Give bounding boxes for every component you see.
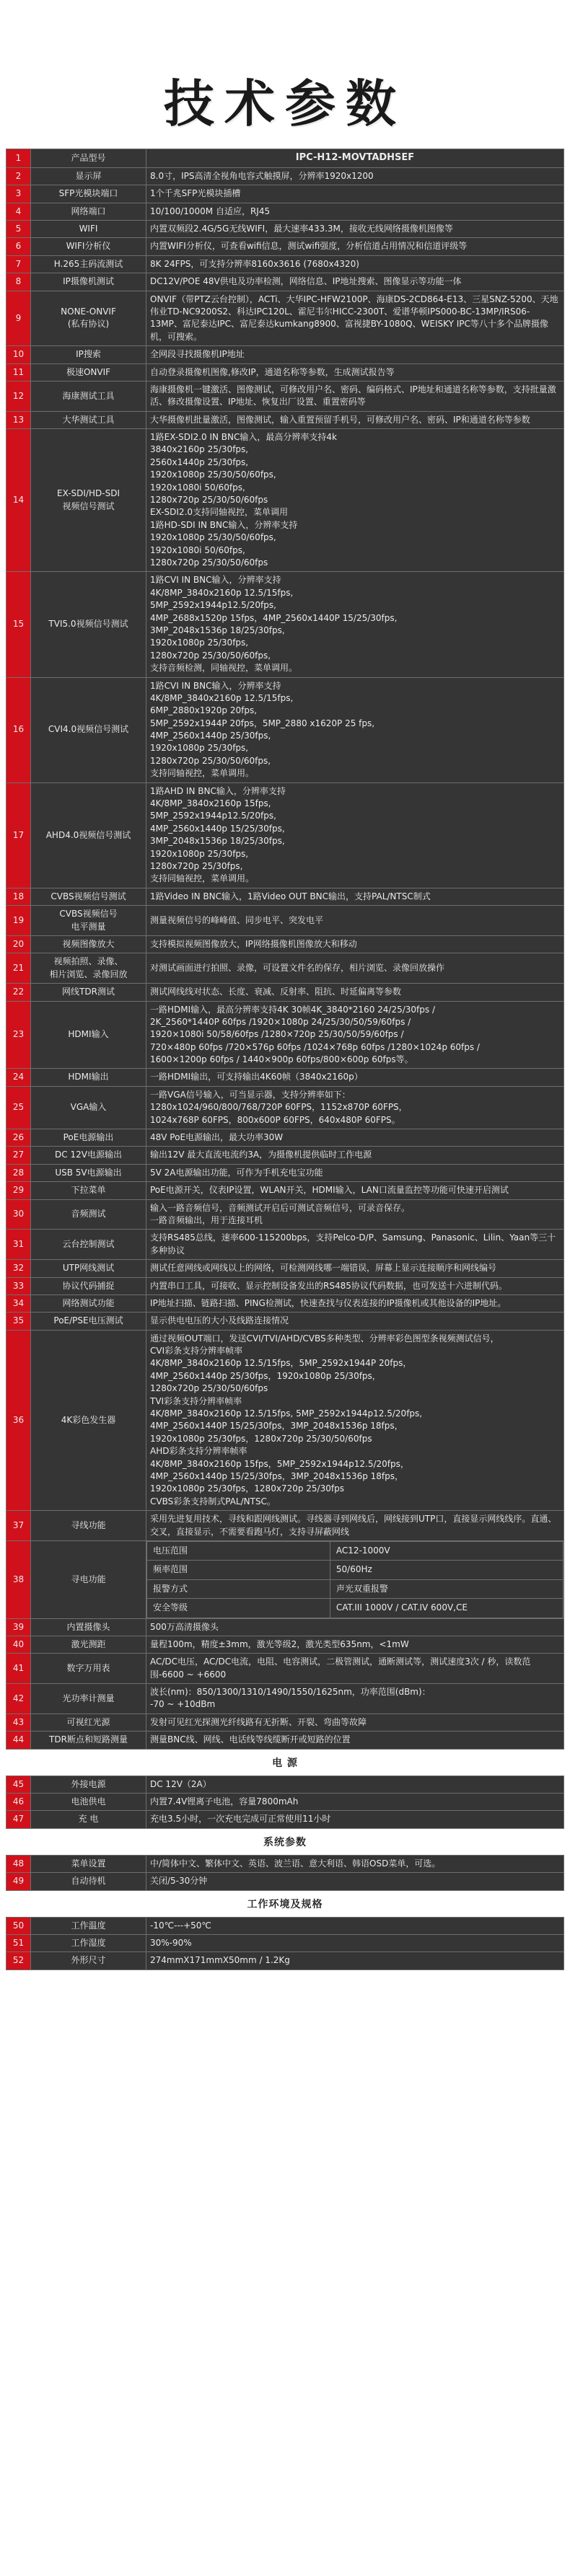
row-value: 发射可见红光探测光纤线路有无折断、开裂、弯曲等故障: [146, 1713, 564, 1731]
sub-row: [147, 1579, 564, 1598]
spec-row: [6, 1182, 564, 1199]
row-value: 48V PoE电源输出，最大功率30W: [146, 1129, 564, 1147]
sub-value: 50/60Hz: [330, 1561, 563, 1579]
row-value: 内置串口工具，可接收、显示控制设备发出的RS485协议代码数据，也可发送十六进制代码。: [146, 1277, 564, 1294]
row-number: 10: [6, 346, 31, 363]
row-label: 菜单设置: [31, 1855, 146, 1872]
spec-row: [6, 203, 564, 220]
row-value: 一路VGA信号输入，可当显示器，支持分辨率如下： 1280x1024/960/800/768/720P 60FPS，1152x870P 60FPS， 1024x768P 60FPS，800x600P 60FPS，640x480P 60FPS。: [146, 1086, 564, 1129]
row-value: 输出12V 最大直流电流约3A，为摄像机提供临时工作电源: [146, 1147, 564, 1164]
row-value: IPC-H12-MOVTADHSEF: [146, 149, 564, 168]
row-number: 9: [6, 291, 31, 346]
row-number: 49: [6, 1873, 31, 1890]
row-label: IP摄像机测试: [31, 273, 146, 291]
row-number: 13: [6, 411, 31, 428]
spec-row: [6, 1713, 564, 1731]
row-value: 1个千兆SFP光模块插槽: [146, 185, 564, 203]
row-number: 39: [6, 1618, 31, 1636]
spec-row: [6, 1934, 564, 1951]
voltage-detector-specs: [146, 1541, 564, 1618]
row-value: DC 12V（2A）: [146, 1776, 564, 1793]
sub-value: 声光双重报警: [330, 1579, 563, 1598]
row-value: 1路EX-SDI2.0 IN BNC输入，最高分辨率支持4k 3840x2160p 25/30fps, 2560x1440p 25/30fps, 1920x1080p 25/30/50/60fps, 1920x1080i 50/60fps, 1280x720p 25/30/50/60fps EX-SDI2.0支持同轴视控，菜单调用 1路HD-SDI IN BNC输入，分辨率支持 1920x1080p 25/30/50/60fps, 1920x1080i 50/60fps, 1280x720p 25/30/50/60fps: [146, 429, 564, 572]
row-number: 6: [6, 238, 31, 255]
spec-row: [6, 1917, 564, 1934]
row-label: CVI4.0视频信号测试: [31, 677, 146, 782]
spec-table-main: [6, 149, 564, 1750]
row-value: DC12V/POE 48V供电及功率检测，网络信息、IP地址搜索、图像显示等功能一体: [146, 273, 564, 291]
row-label: 视频图像放大: [31, 935, 146, 953]
row-number: 48: [6, 1855, 31, 1872]
row-label: 大华测试工具: [31, 411, 146, 428]
row-number: 47: [6, 1811, 31, 1828]
row-value: 8.0寸，IPS高清全视角电容式触摸屏，分辨率1920x1200: [146, 167, 564, 185]
spec-row: [6, 381, 564, 411]
spec-row: [6, 221, 564, 238]
row-number: 4: [6, 203, 31, 220]
row-label: 产品型号: [31, 149, 146, 168]
row-value: 通过视频OUT端口，发送CVI/TVI/AHD/CVBS多种类型、分辨率彩色图型条视频测试信号， CVI彩条支持分辨率帧率 4K/8MP_3840x2160p 12.5/15fps，5MP_2592x1944P 20fps， 4MP_2560x1440p 25/30fps，1920x1080p 25/30fps， 1280x720p 25/30/50/60fps TVI彩条支持分辨率帧率 4K/8MP_3840x2160p 12.5/15fps, 5MP_2592x1944p12.5/20fps, 4MP_2560x1440P 15/25/30fps，3MP_2048x1536p 18fps， 1920x1080p 25/30fps，1280x720p 25/30/50/60fps AHD彩条支持分辨率帧率 4K/8MP_3840x2160p 15fps，5MP_2592x1944p12.5/20fps， 4MP_2560x1440p 15/25/30fps，3MP_2048x1536p 18fps， 1920x1080p 25/30fps，1280x720p 25/30fps CVBS彩条支持制式PAL/NTSC。: [146, 1330, 564, 1510]
row-label: H.265主码流测试: [31, 255, 146, 273]
row-label: USB 5V电源输出: [31, 1164, 146, 1181]
row-value: 波长(nm)：850/1300/1310/1490/1550/1625nm，功率范围(dBm)： -70 ~ +10dBm: [146, 1684, 564, 1714]
row-label: HDMI输出: [31, 1069, 146, 1086]
spec-row: [6, 1199, 564, 1230]
row-number: 19: [6, 906, 31, 936]
row-number: 50: [6, 1917, 31, 1934]
row-label: 寻电功能: [31, 1540, 146, 1618]
spec-row: [6, 782, 564, 888]
row-value: 测试任意网线或网线以上的网络，可检测网线哪一端错误，屏幕上显示连接顺序和网线编号: [146, 1260, 564, 1277]
spec-row: [6, 1330, 564, 1510]
row-number: 1: [6, 149, 31, 168]
spec-row: [6, 1776, 564, 1793]
spec-row: [6, 1313, 564, 1330]
row-number: 42: [6, 1684, 31, 1714]
row-number: 30: [6, 1199, 31, 1230]
row-value: 测试网线线对状态、长度、衰减、反射率、阻抗、时延偏离等参数: [146, 984, 564, 1001]
row-number: 26: [6, 1129, 31, 1147]
row-label: 海康测试工具: [31, 381, 146, 411]
spec-row: [6, 238, 564, 255]
spec-row: [6, 1511, 564, 1541]
sub-key: 安全等级: [147, 1599, 330, 1618]
spec-row: [6, 953, 564, 984]
row-number: 8: [6, 273, 31, 291]
sub-key: 电压范围: [147, 1541, 330, 1560]
spec-row: [6, 572, 564, 677]
spec-row: [6, 1855, 564, 1872]
spec-row: [6, 677, 564, 782]
spec-row: [6, 1684, 564, 1714]
row-label: PoE电源输出: [31, 1129, 146, 1147]
row-number: 23: [6, 1001, 31, 1069]
row-label: AHD4.0视频信号测试: [31, 782, 146, 888]
sub-row: [147, 1561, 564, 1579]
row-number: 16: [6, 677, 31, 782]
row-value: 对测试画面进行拍照、录像，可设置文件名的保存，相片浏览、录像回放操作: [146, 953, 564, 984]
row-value: 一路HDMI输入，最高分辨率支持4K 30帧4K_3840*2160 24/25/30fps / 2K_2560*1440P 60fps /1920×1080p 24/25/30/50/59/60fps / 1920×1080i 50/58/60fps /1280×720p 25/30/50/59/60fps / 720×480p 60fps /720×576p 60fps /1024×768p 60fps /1280×1024p 60fps / 1600×1200p 60fps / 1440×900p 60fps/800×600p 60fps等。: [146, 1001, 564, 1069]
row-label: CVBS视频信号测试: [31, 888, 146, 905]
row-value: 内置7.4V锂离子电池，容量7800mAh: [146, 1794, 564, 1811]
row-number: 52: [6, 1952, 31, 1970]
row-value: 内置WIFI分析仪，可查看wifi信息，测试wifi强度，分析信道占用情况和信道评级等: [146, 238, 564, 255]
row-label: 内置摄像头: [31, 1618, 146, 1636]
row-label: IP搜索: [31, 346, 146, 363]
spec-row: [6, 984, 564, 1001]
row-number: 22: [6, 984, 31, 1001]
sub-row: [147, 1599, 564, 1618]
row-number: 43: [6, 1713, 31, 1731]
row-number: 32: [6, 1260, 31, 1277]
section-power-heading: 电 源: [6, 1750, 564, 1776]
row-label: WIFI: [31, 221, 146, 238]
row-label: 光功率计测量: [31, 1684, 146, 1714]
row-number: 18: [6, 888, 31, 905]
row-value: 30%-90%: [146, 1934, 564, 1951]
spec-row: [6, 346, 564, 363]
row-value: 海康摄像机一键激活、图像测试，可修改用户名、密码、编码格式、IP地址和通道名称等参数，支持批量激活、修改摄像设置、IP地址、恢复出厂设置、重置密码等: [146, 381, 564, 411]
row-number: 11: [6, 363, 31, 381]
row-label: 寻线功能: [31, 1511, 146, 1541]
row-label: 网络端口: [31, 203, 146, 220]
row-number: 29: [6, 1182, 31, 1199]
row-label: 协议代码捕捉: [31, 1277, 146, 1294]
row-value: 一路HDMI输出，可支持输出4K60帧（3840x2160p）: [146, 1069, 564, 1086]
row-number: 5: [6, 221, 31, 238]
title-banner: [6, 0, 564, 149]
row-label: NONE-ONVIF (私有协议): [31, 291, 146, 346]
row-number: 44: [6, 1732, 31, 1749]
row-label: 外接电源: [31, 1776, 146, 1793]
row-number: 3: [6, 185, 31, 203]
row-label: EX-SDI/HD-SDI 视频信号测试: [31, 429, 146, 572]
row-value: PoE电源开关，仪表IP设置，WLAN开关，HDMI输入，LAN口流量监控等功能可快速开启测试: [146, 1182, 564, 1199]
row-value: -10℃---+50℃: [146, 1917, 564, 1934]
sub-key: 报警方式: [147, 1579, 330, 1598]
row-number: 34: [6, 1294, 31, 1312]
row-number: 35: [6, 1313, 31, 1330]
row-label: 网络测试功能: [31, 1294, 146, 1312]
row-label: PoE/PSE电压测试: [31, 1313, 146, 1330]
row-label: 极速ONVIF: [31, 363, 146, 381]
spec-row: [6, 1873, 564, 1890]
spec-table-power: [6, 1776, 564, 1829]
row-value: 关闭/5-30分钟: [146, 1873, 564, 1890]
row-number: 31: [6, 1230, 31, 1260]
row-value: ONVIF（带PTZ云台控制），ACTi、大华IPC-HFW2100P、海康DS-2CD864-E13、三星SNZ-5200、天地伟业TD-NC9200S2、科达IPC120L、霍尼韦尔HICC-2300T、爱谱华顿IPS000-BC-13MP/IRS06-13MP、富尼泰达IPC、富尼泰达kumkang8900、富视捷BY-1080Q、WEISKY IPC等八十多个品牌摄像机，可搜索。: [146, 291, 564, 346]
spec-row: [6, 1129, 564, 1147]
row-label: CVBS视频信号 电平测量: [31, 906, 146, 936]
row-label: 电池供电: [31, 1794, 146, 1811]
row-label: 外形尺寸: [31, 1952, 146, 1970]
sub-value: AC12-1000V: [330, 1541, 563, 1560]
spec-row: [6, 1277, 564, 1294]
row-label: 工作湿度: [31, 1934, 146, 1951]
spec-row: [6, 1794, 564, 1811]
row-value: 1路Video IN BNC输入，1路Video OUT BNC输出，支持PAL/NTSC制式: [146, 888, 564, 905]
row-value: 支持模拟视频图像放大，IP网络摄像机图像放大和移动: [146, 935, 564, 953]
row-value: 274mmX171mmX50mm / 1.2Kg: [146, 1952, 564, 1970]
row-value: 1路AHD IN BNC输入，分辨率支持 4K/8MP_3840x2160p 15fps, 5MP_2592x1944p12.5/20fps, 4MP_2560x1440p 15/25/30fps, 3MP_2048x1536p 18/25/30fps, 1920x1080p 25/30fps, 1280x720p 25/30fps, 支持同轴视控，菜单调用。: [146, 782, 564, 888]
row-value: 1路CVI IN BNC输入，分辨率支持 4K/8MP_3840x2160p 12.5/15fps, 5MP_2592x1944p12.5/20fps, 4MP_2688x1520p 15fps，4MP_2560x1440P 15/25/30fps, 3MP_2048x1536p 18/25/30fps, 1920x1080p 25/30fps, 1280x720p 25/30/50/60fps, 支持音频检测，同轴视控，菜单调用。: [146, 572, 564, 677]
spec-row: [6, 1811, 564, 1828]
row-number: 20: [6, 935, 31, 953]
row-label: 可视红光源: [31, 1713, 146, 1731]
spec-row: [6, 1164, 564, 1181]
row-value: 500万高清摄像头: [146, 1618, 564, 1636]
row-label: DC 12V电源输出: [31, 1147, 146, 1164]
row-label: 网线TDR测试: [31, 984, 146, 1001]
row-number: 40: [6, 1636, 31, 1653]
row-number: 7: [6, 255, 31, 273]
row-value: 10/100/1000M 自适应，RJ45: [146, 203, 564, 220]
row-number: 37: [6, 1511, 31, 1541]
row-label: 数字万用表: [31, 1654, 146, 1684]
row-label: 显示屏: [31, 167, 146, 185]
row-number: 41: [6, 1654, 31, 1684]
row-number: 17: [6, 782, 31, 888]
row-label: HDMI输入: [31, 1001, 146, 1069]
row-label: SFP光模块端口: [31, 185, 146, 203]
row-value: 量程100m，精度±3mm，激光等级2，激光类型635nm，<1mW: [146, 1636, 564, 1653]
row-value: 8K 24FPS，可支持分辨率8160x3616 (7680x4320): [146, 255, 564, 273]
row-number: 2: [6, 167, 31, 185]
row-value: 充电3.5小时，一次充电完成可正常使用11小时: [146, 1811, 564, 1828]
spec-row: [6, 429, 564, 572]
spec-row: [6, 1069, 564, 1086]
row-label: 云台控制测试: [31, 1230, 146, 1260]
row-value: 显示供电电压的大小及线路连接情况: [146, 1313, 564, 1330]
spec-row: [6, 935, 564, 953]
row-value: 1路CVI IN BNC输入，分辨率支持 4K/8MP_3840x2160p 12.5/15fps, 6MP_2880x1920p 20fps, 5MP_2592x1944P 20fps，5MP_2880 x1620P 25 fps, 4MP_2560x1440p 25/30fps, 1920x1080p 25/30fps, 1280x720p 25/30/50/60fps, 支持同轴视控，菜单调用。: [146, 677, 564, 782]
spec-row: [6, 1636, 564, 1653]
row-number: 15: [6, 572, 31, 677]
section-env-heading: 工作环境及规格: [6, 1891, 564, 1917]
spec-row: [6, 273, 564, 291]
row-label: 4K彩色发生器: [31, 1330, 146, 1510]
row-label: UTP网线测试: [31, 1260, 146, 1277]
spec-row: [6, 1230, 564, 1260]
row-label: 下拉菜单: [31, 1182, 146, 1199]
row-value: 测量视频信号的峰峰值、同步电平、突发电平: [146, 906, 564, 936]
row-label: WIFI分析仪: [31, 238, 146, 255]
spec-row: [6, 411, 564, 428]
section-system-heading: 系统参数: [6, 1829, 564, 1855]
spec-row: [6, 1540, 564, 1618]
spec-row: [6, 906, 564, 936]
row-number: 28: [6, 1164, 31, 1181]
spec-row: [6, 255, 564, 273]
row-number: 24: [6, 1069, 31, 1086]
row-number: 27: [6, 1147, 31, 1164]
spec-sheet: [6, 149, 564, 1970]
row-value: IP地址扫描、链路扫描、PING检测试，快速查找与仪表连接的IP摄像机或其他设备的IP地址。: [146, 1294, 564, 1312]
spec-row: [6, 1618, 564, 1636]
spec-row: [6, 1294, 564, 1312]
row-number: 33: [6, 1277, 31, 1294]
row-label: VGA输入: [31, 1086, 146, 1129]
row-number: 14: [6, 429, 31, 572]
spec-row: [6, 1654, 564, 1684]
row-value: 大华摄像机批量激活，图像测试，输入重置预留手机号，可修改用户名、密码、IP和通道名称等参数: [146, 411, 564, 428]
spec-row: [6, 291, 564, 346]
page-title: 技术参数: [164, 74, 406, 133]
spec-row: [6, 185, 564, 203]
spec-row: [6, 1952, 564, 1970]
row-value: 支持RS485总线，速率600-115200bps，支持Pelco-D/P、Samsung、Panasonic、Lilin、Yaan等三十多种协议: [146, 1230, 564, 1260]
spec-row: [6, 363, 564, 381]
row-number: 46: [6, 1794, 31, 1811]
row-value: 中/简体中文、繁体中文、英语、波兰语、意大利语、韩语OSD菜单，可选。: [146, 1855, 564, 1872]
row-value: 全网段寻找摄像机IP地址: [146, 346, 564, 363]
row-value: 输入一路音频信号，音频测试开启后可测试音频信号，可录音保存。 一路音频输出，用于连接耳机: [146, 1199, 564, 1230]
spec-row: [6, 1260, 564, 1277]
row-number: 21: [6, 953, 31, 984]
row-label: 自动待机: [31, 1873, 146, 1890]
row-value: AC/DC电压，AC/DC电流，电阻、电容测试，二极管测试，通断测试等，测试速度3次 / 秒，读数范围-6600 ~ +6600: [146, 1654, 564, 1684]
row-label: 激光测距: [31, 1636, 146, 1653]
row-number: 51: [6, 1934, 31, 1951]
spec-row: [6, 1147, 564, 1164]
row-value: 内置双频段2.4G/5G无线WIFI，最大速率433.3M，接收无线网络摄像机图像等: [146, 221, 564, 238]
row-value: 自动登录摄像机图像,修改IP，通道名称等参数，生成测试报告等: [146, 363, 564, 381]
spec-table-env: [6, 1917, 564, 1970]
row-label: TVI5.0视频信号测试: [31, 572, 146, 677]
row-value: 5V 2A电源输出功能，可作为手机充电宝功能: [146, 1164, 564, 1181]
row-value: 采用先进复用技术，寻线和跟网线测试。寻线器寻到网线后，网线接到UTP口，直接显示网线线序。直通、交叉，直接显示，不需要看跑马灯，支持寻屏蔽网线: [146, 1511, 564, 1541]
spec-row: [6, 149, 564, 168]
sub-row: [147, 1541, 564, 1560]
row-number: 38: [6, 1540, 31, 1618]
row-label: 工作温度: [31, 1917, 146, 1934]
row-value: [146, 1540, 564, 1618]
spec-row: [6, 1001, 564, 1069]
row-number: 36: [6, 1330, 31, 1510]
sub-key: 频率范围: [147, 1561, 330, 1579]
row-label: 视频拍照、录像、 相片浏览、录像回放: [31, 953, 146, 984]
row-number: 45: [6, 1776, 31, 1793]
spec-table-system: [6, 1855, 564, 1891]
spec-row: [6, 167, 564, 185]
row-label: 音频测试: [31, 1199, 146, 1230]
row-label: 充 电: [31, 1811, 146, 1828]
row-label: TDR断点和短路测量: [31, 1732, 146, 1749]
spec-row: [6, 1732, 564, 1749]
spec-row: [6, 888, 564, 905]
spec-row: [6, 1086, 564, 1129]
row-number: 25: [6, 1086, 31, 1129]
sub-value: CAT.III 1000V / CAT.IV 600V,CE: [330, 1599, 563, 1618]
row-value: 测量BNC线、网线、电话线等线缆断开或短路的位置: [146, 1732, 564, 1749]
row-number: 12: [6, 381, 31, 411]
